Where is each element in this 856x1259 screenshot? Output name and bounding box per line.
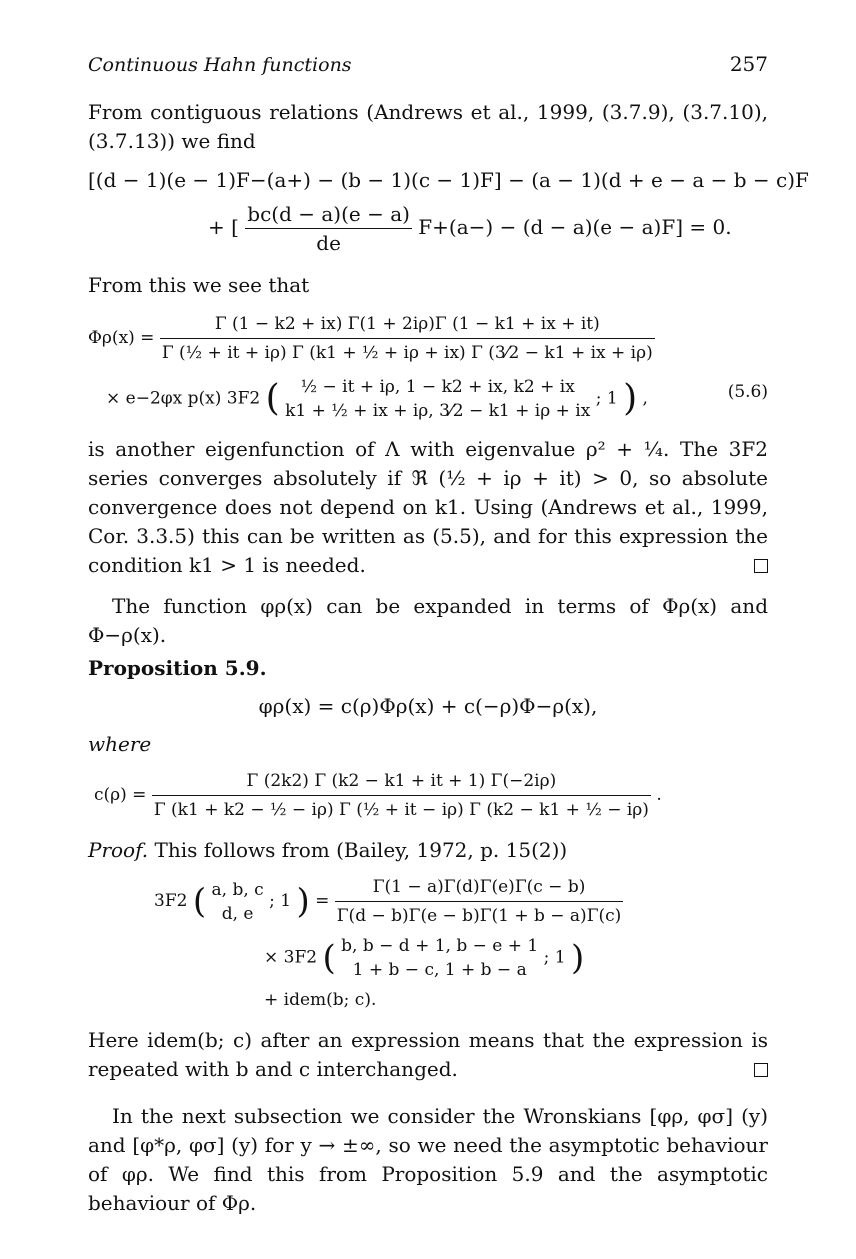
running-header [88, 52, 768, 76]
proposition-heading: Proposition 5.9. [88, 656, 267, 680]
idem-text: Here idem(b; c) after an expression means that the expression is repeated with b and c interchanged. [88, 1028, 768, 1081]
page-number: 257 [729, 52, 768, 76]
page [88, 52, 809, 1218]
eq1-denominator: de [316, 231, 341, 255]
paragraph-from-this: From this we see that [88, 273, 310, 297]
equation-proposition: φρ(x) = c(ρ)Φρ(x) + c(−ρ)Φ−ρ(x), [258, 694, 598, 718]
proof-label: Proof. [88, 838, 149, 862]
paragraph-proof [88, 836, 768, 865]
equation-number-5-6: (5.6) [727, 382, 768, 402]
eq5-line2-args [341, 934, 538, 982]
eq1-suffix: F+(a−) − (d − a)(e − a)F] = 0. [418, 215, 732, 239]
eq1-numerator: bc(d − a)(e − a) [245, 200, 412, 229]
eq2-prefix: × e−2φx p(x) 3F2 [106, 388, 261, 409]
eq2-lhs: Φρ(x) = [88, 328, 155, 348]
eq1-fraction [245, 200, 412, 257]
qed-square-icon [754, 559, 768, 573]
eq5-lhs-args [212, 878, 264, 926]
eq5-lhs-bottom: d, e [221, 903, 254, 924]
eq4-numerator: Γ (2k2) Γ (k2 − k1 + it + 1) Γ(−2iρ) [152, 767, 651, 796]
eq5-line2-top: b, b − d + 1, b − e + 1 [341, 936, 539, 956]
eq5-numerator: Γ(1 − a)Γ(d)Γ(e)Γ(c − b) [335, 873, 624, 902]
paragraph-eigenfunction [88, 435, 768, 580]
eq2-line-2: × e−2φx p(x) 3F2 ( ½ − it + iρ, 1 − k2 + ix, k2 + ix k1 + ½ + ix + iρ, 3⁄2 − k1 + iρ + ix ; 1 ) , (5.6) [106, 377, 768, 421]
eq2-fraction [160, 310, 655, 367]
equation-line-1: [(d − 1)(e − 1)F−(a+) − (b − 1)(c − 1)F] − (a − 1)(d + e − a − b − c)F [88, 168, 809, 192]
eq4-lhs: c(ρ) = [94, 785, 147, 805]
eq2-numerator: Γ (1 − k2 + ix) Γ(1 + 2iρ)Γ (1 − k1 + ix + it) [160, 310, 655, 339]
paragraph-expansion: The function φρ(x) can be expanded in terms of Φρ(x) and Φ−ρ(x). [88, 594, 768, 647]
where-label: where [88, 732, 152, 756]
eq2-bottom-args: k1 + ½ + ix + iρ, 3⁄2 − k1 + iρ + ix [285, 401, 591, 421]
qed-square-icon [754, 1063, 768, 1077]
eq1-prefix: + [ [208, 215, 239, 239]
proof-text: This follows from (Bailey, 1972, p. 15(2)) [154, 838, 568, 862]
eq5-line2-prefix: × 3F2 [264, 947, 318, 968]
eq5-lhs-top: a, b, c [211, 879, 264, 900]
equation-bailey [88, 873, 768, 1014]
equation-contiguous [88, 166, 809, 257]
eq5-lhs-prefix: 3F2 [154, 891, 188, 911]
eq5-line2-bottom: 1 + b − c, 1 + b − a [352, 960, 527, 980]
running-title: Continuous Hahn functions [88, 54, 352, 76]
eq5-line-1: 3F2 ( a, b, c d, e ; 1 ) = $\frac{\Gamma(1 - a)\Gamma(d)\Gamma(e)\Gamma(c - b)}{\Gamma(d - b)\Gamma(e - b)\Gamma(1 + b - a)\Gamma(c)}$ [154, 873, 768, 930]
paragraph-wronskians: In the next subsection we consider the Wronskians [φρ, φσ] (y) and [φ*ρ, φσ] (y) for y → ±∞, so we need the asymptotic behaviour of φρ. We find this from Proposition 5.9 and the asymptotic behaviour of Φρ. [88, 1104, 768, 1215]
eq5-line-3: + idem(b; c). [264, 990, 377, 1010]
eq2-denominator: Γ (½ + it + iρ) Γ (k1 + ½ + iρ + ix) Γ (3⁄2 − k1 + ix + iρ) [161, 343, 653, 363]
equation-5-6 [88, 310, 768, 423]
equation-line-2 [88, 200, 768, 257]
paragraph-contiguous-relations: From contiguous relations (Andrews et al., 1999, (3.7.9), (3.7.10), (3.7.13)) we find [88, 100, 768, 153]
eq5-fraction [335, 873, 624, 930]
eq5-line-2: × 3F2 ( b, b − d + 1, b − e + 1 1 + b − c, 1 + b − a ; 1 ) [264, 936, 585, 980]
eq2-line-1 [88, 310, 768, 367]
eq5-denominator: Γ(d − b)Γ(e − b)Γ(1 + b − a)Γ(c) [336, 906, 622, 926]
paragraph-idem [88, 1026, 768, 1084]
eq4-suffix: . [656, 785, 662, 805]
eq4-denominator: Γ (k1 + k2 − ½ − iρ) Γ (½ + it − iρ) Γ (k2 − k1 + ½ − iρ) [153, 800, 649, 820]
eq4-fraction [152, 767, 651, 824]
eq2-z: ; 1 [595, 388, 618, 409]
eq5-lhs-z: ; 1 [269, 891, 292, 911]
eq5-line2-z: ; 1 [543, 947, 566, 968]
eq2-args [285, 375, 590, 423]
eigenfunction-text: is another eigenfunction of Λ with eigenvalue ρ² + ¼. The 3F2 series converges absolutely if ℜ (½ + iρ + it) > 0, so absolute convergence does not depend on k1. Using (Andrews et al., 1999, Cor. 3.3.5) this can be written as (5.5), and for this expression the condition k1 > 1 is needed. [88, 437, 768, 577]
equation-c-rho [88, 767, 768, 824]
eq2-top-args: ½ − it + iρ, 1 − k2 + ix, k2 + ix [300, 377, 575, 397]
